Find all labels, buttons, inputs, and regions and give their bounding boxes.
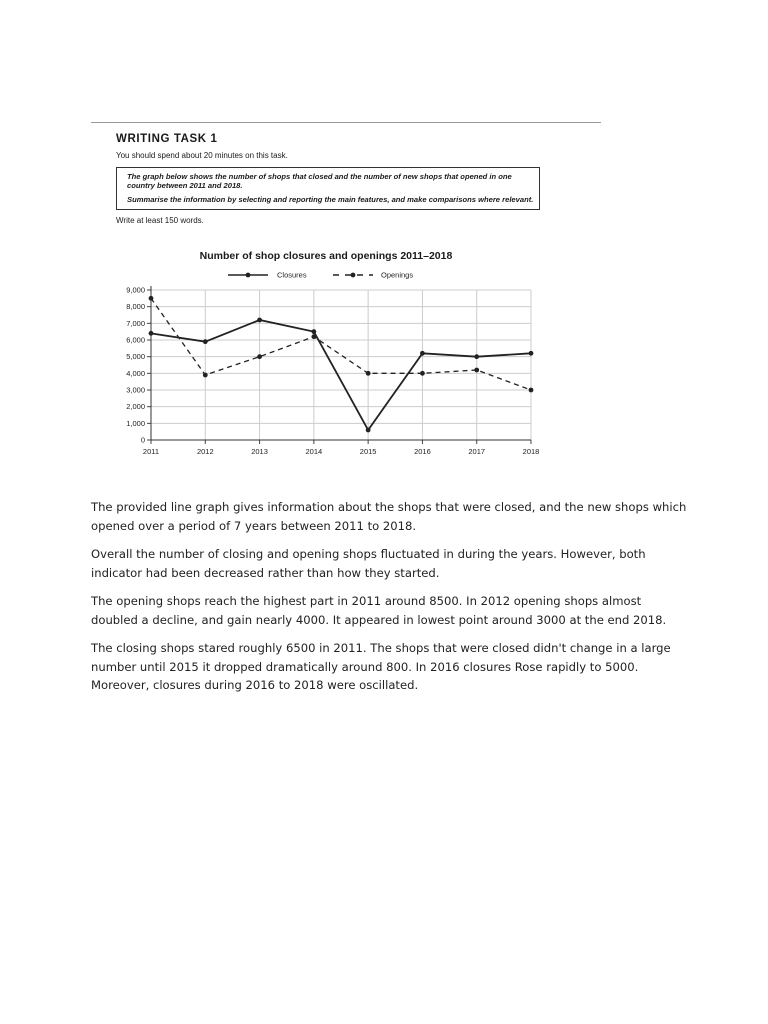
data-point-openings (420, 371, 425, 376)
data-point-openings (311, 334, 316, 339)
x-tick-label: 2017 (468, 447, 486, 456)
y-tick-label: 8,000 (126, 302, 145, 312)
legend-label-openings: Openings (381, 270, 414, 280)
y-tick-label: 4,000 (126, 368, 145, 378)
y-tick-label: 7,000 (126, 318, 145, 328)
task-prompt: The graph below shows the number of shops that closed and the number of new shops that opened in one country between 2011 and 2018. (127, 172, 512, 190)
x-tick-label: 2013 (251, 447, 268, 456)
essay (91, 498, 691, 705)
legend-label-closures: Closures (277, 270, 307, 280)
x-tick-label: 2016 (414, 447, 431, 456)
data-point-closures (203, 339, 208, 344)
legend-marker-closures (246, 273, 251, 278)
data-point-closures (257, 318, 262, 323)
data-point-closures (474, 354, 479, 359)
y-tick-label: 0 (140, 435, 145, 445)
word-note: Write at least 150 words. (116, 216, 204, 225)
y-tick-label: 3,000 (126, 385, 145, 395)
line-chart (100, 262, 550, 462)
series-line-closures (151, 320, 531, 430)
y-tick-label: 2,000 (126, 402, 145, 412)
essay-paragraph-1: The provided line graph gives information about the shops that were closed, and the new shops which opened over a period of 7 years between 2011 to 2018. (91, 500, 687, 533)
task-prompt-box (116, 167, 540, 210)
task-instruction: Summarise the information by selecting and reporting the main features, and make comparisons where relevant. (127, 195, 534, 204)
task-title: WRITING TASK 1 (116, 133, 218, 145)
series-line-openings (151, 298, 531, 390)
y-tick-label: 1,000 (126, 418, 145, 428)
chart-title: Number of shop closures and openings 2011–2018 (199, 250, 453, 262)
data-point-openings (203, 373, 208, 378)
essay-paragraph-2: Overall the number of closing and opening shops fluctuated in during the years. However, both indicator had been decreased rather than how they started. (91, 547, 646, 580)
time-note: You should spend about 20 minutes on this task. (116, 151, 288, 160)
data-point-openings (474, 368, 479, 373)
y-tick-label: 6,000 (126, 335, 145, 345)
data-point-closures (529, 351, 534, 356)
data-point-closures (420, 351, 425, 356)
x-tick-label: 2014 (305, 447, 323, 456)
x-tick-label: 2012 (196, 447, 214, 456)
data-point-openings (366, 371, 371, 376)
y-tick-label: 9,000 (126, 285, 145, 295)
x-tick-label: 2015 (359, 447, 377, 456)
top-divider (91, 122, 601, 123)
y-tick-label: 5,000 (126, 352, 145, 362)
x-tick-label: 2018 (522, 447, 540, 456)
data-point-openings (149, 296, 154, 301)
data-point-closures (311, 329, 316, 334)
essay-paragraph-3: The opening shops reach the highest part in 2011 around 8500. In 2012 opening shops almost doubled a decline, and gain nearly 4000. It appeared in lowest point around 3000 at the end 2018. (91, 594, 667, 627)
essay-paragraph-4: The closing shops stared roughly 6500 in 2011. The shops that were closed didn't change in a large number until 2015 it dropped dramatically around 800. In 2016 closures Rose rapidly to 5000. Moreover, closures during 2016 to 2018 were oscillated. (91, 641, 671, 692)
data-point-closures (366, 428, 371, 433)
data-point-closures (149, 331, 154, 336)
data-point-openings (257, 354, 262, 359)
data-point-openings (529, 388, 534, 393)
task-card (116, 133, 546, 225)
x-tick-label: 2011 (142, 447, 160, 456)
legend-marker-openings (351, 273, 356, 278)
